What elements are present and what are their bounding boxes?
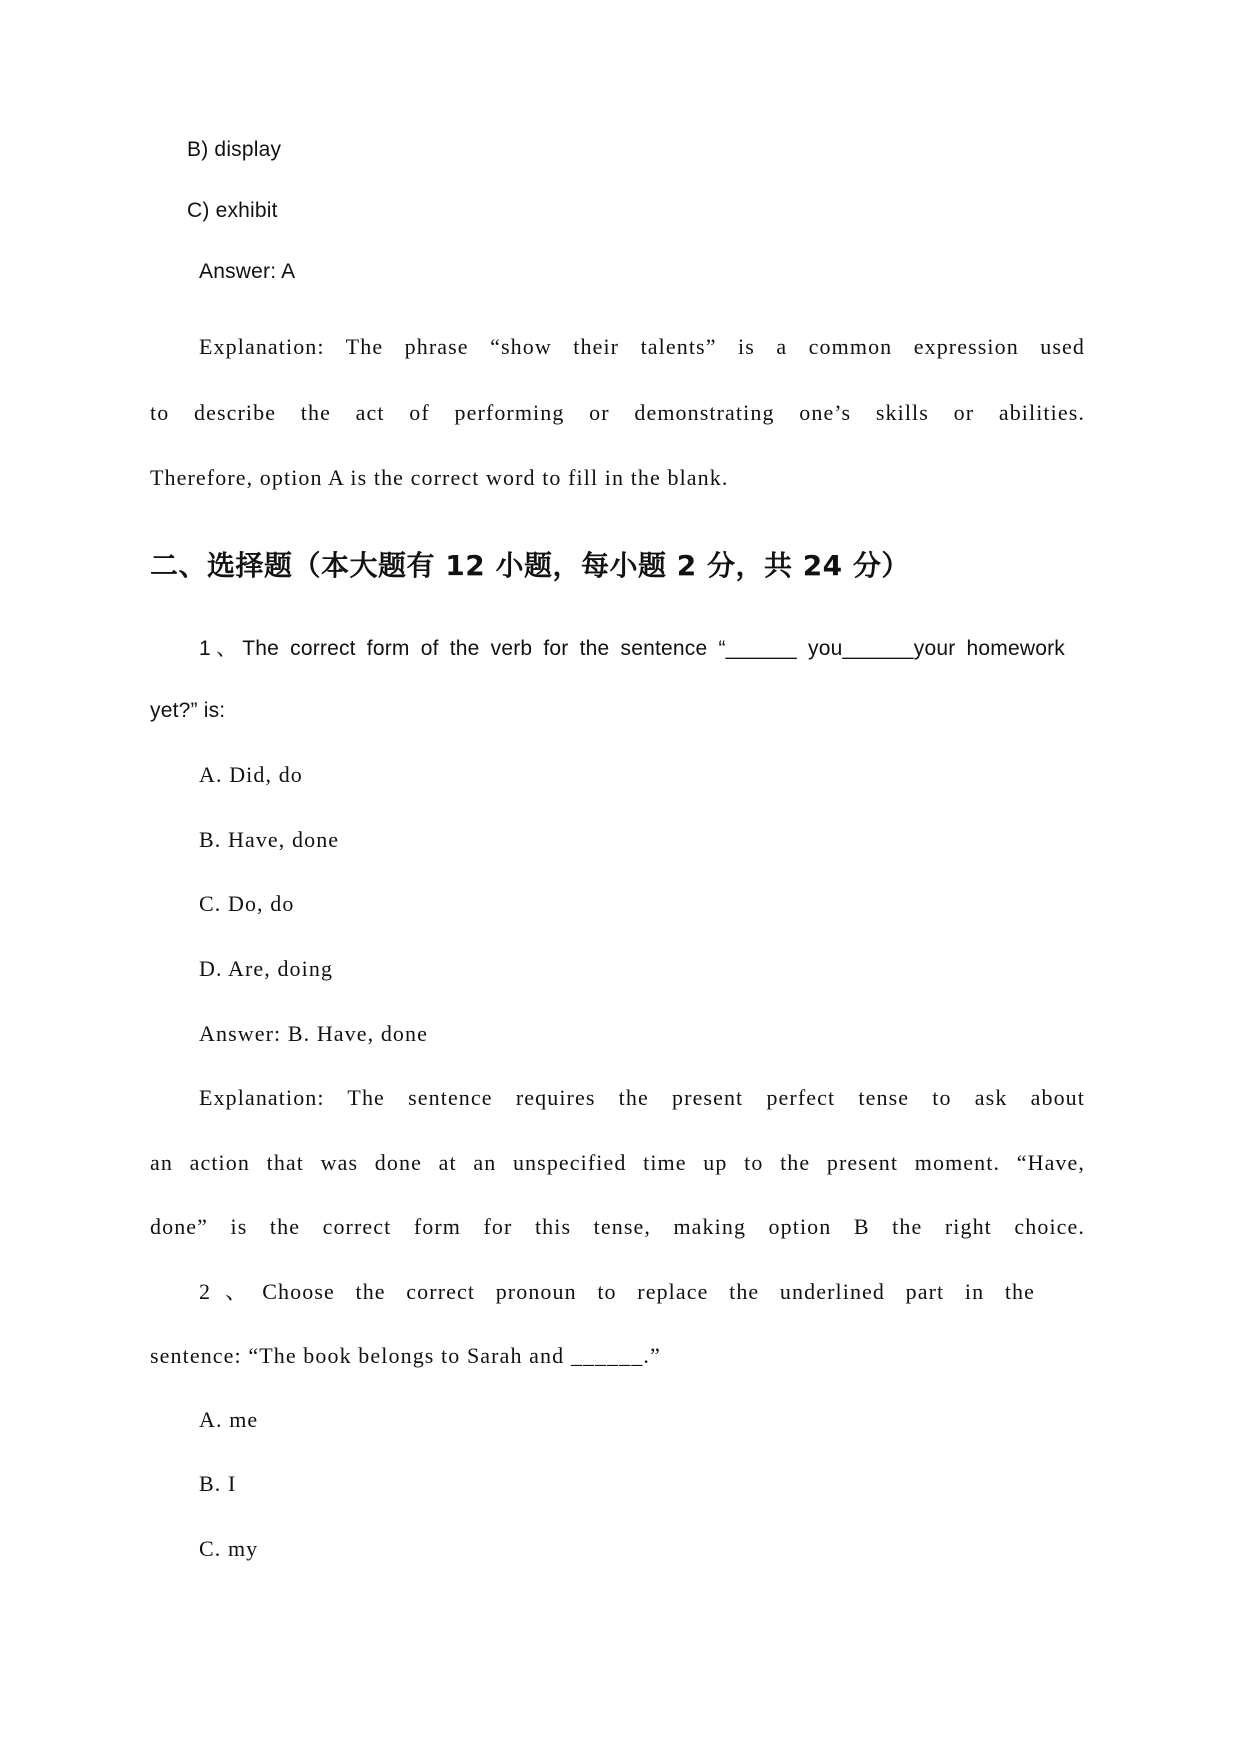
explanation-line: an action that was done at an unspecified time up to the present moment. “Have, — [150, 1150, 1085, 1175]
option-c-exhibit: C) exhibit — [187, 199, 278, 222]
explanation-line: done” is the correct form for this tense, making option B the right choice. — [150, 1214, 1085, 1239]
answer-line: Answer: A — [199, 260, 296, 283]
answer-line: Answer: B. Have, done — [199, 1021, 428, 1046]
explanation-line: to describe the act of performing or demonstrating one’s skills or abilities. — [150, 400, 1085, 425]
option-b: B. I — [199, 1471, 237, 1496]
option-a: A. me — [199, 1407, 259, 1432]
question-text: 1、The correct form of the verb for the sentence “______ you______your homework — [199, 637, 1065, 660]
question-text: sentence: “The book belongs to Sarah and ______.” — [150, 1343, 661, 1368]
option-b-display: B) display — [187, 138, 282, 161]
explanation-line: Explanation: The phrase “show their talents” is a common expression used — [199, 334, 1085, 359]
option-a: A. Did, do — [199, 762, 303, 787]
option-c: C. my — [199, 1536, 259, 1561]
question-text: 2、Choose the correct pronoun to replace the underlined part in the — [199, 1279, 1035, 1304]
option-d: D. Are, doing — [199, 956, 334, 981]
section-heading: 二、选择题（本大题有 12 小题，每小题 2 分，共 24 分） — [150, 549, 910, 582]
option-c: C. Do, do — [199, 891, 295, 916]
explanation-line: Therefore, option A is the correct word to fill in the blank. — [150, 465, 729, 490]
option-b: B. Have, done — [199, 827, 340, 852]
explanation-line: Explanation: The sentence requires the present perfect tense to ask about — [199, 1085, 1085, 1110]
question-text: yet?” is: — [150, 699, 226, 722]
